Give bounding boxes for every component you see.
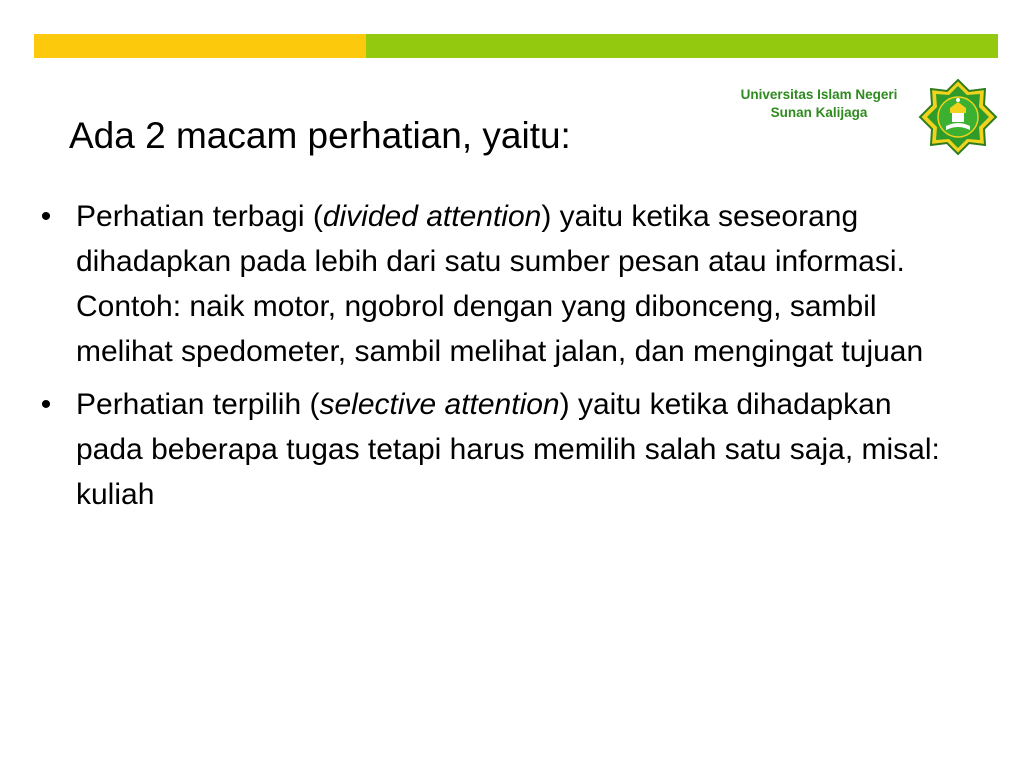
header-color-bar xyxy=(34,34,998,58)
bullet-term: divided attention xyxy=(322,200,542,233)
bullet-item-selective-attention xyxy=(34,382,954,517)
bullet-item-divided-attention xyxy=(34,194,954,374)
slide-title: Ada 2 macam perhatian, yaitu: xyxy=(69,115,571,156)
bullet-lead-text: Perhatian terbagi ( xyxy=(76,200,323,233)
institution-name-line1: Universitas Islam Negeri xyxy=(740,87,898,102)
bullet-marker: • xyxy=(40,200,52,233)
bullet-marker: • xyxy=(40,388,52,421)
bullet-lead-text: Perhatian terpilih ( xyxy=(76,388,320,421)
institution-name-line2: Sunan Kalijaga xyxy=(770,105,868,120)
bullet-term: selective attention xyxy=(319,388,560,421)
bullet-body-text: ) yaitu ketika dihadapkan pada beberapa tugas tetapi harus memilih salah satu saja, misal: kuliah xyxy=(76,388,940,511)
bullet-list xyxy=(34,194,954,517)
institution-name xyxy=(712,86,926,122)
header-bar-green-segment xyxy=(366,34,998,58)
header-bar-yellow-segment xyxy=(34,34,366,58)
bullet-body-text: ) yaitu ketika seseorang dihadapkan pada lebih dari satu sumber pesan atau informasi. Contoh: naik motor, ngobrol dengan yang dibonceng, sambil melihat spedometer, sambil melihat jalan, dan mengingat tujuan xyxy=(76,200,924,368)
uin-sunan-kalijaga-emblem-icon xyxy=(918,78,998,156)
